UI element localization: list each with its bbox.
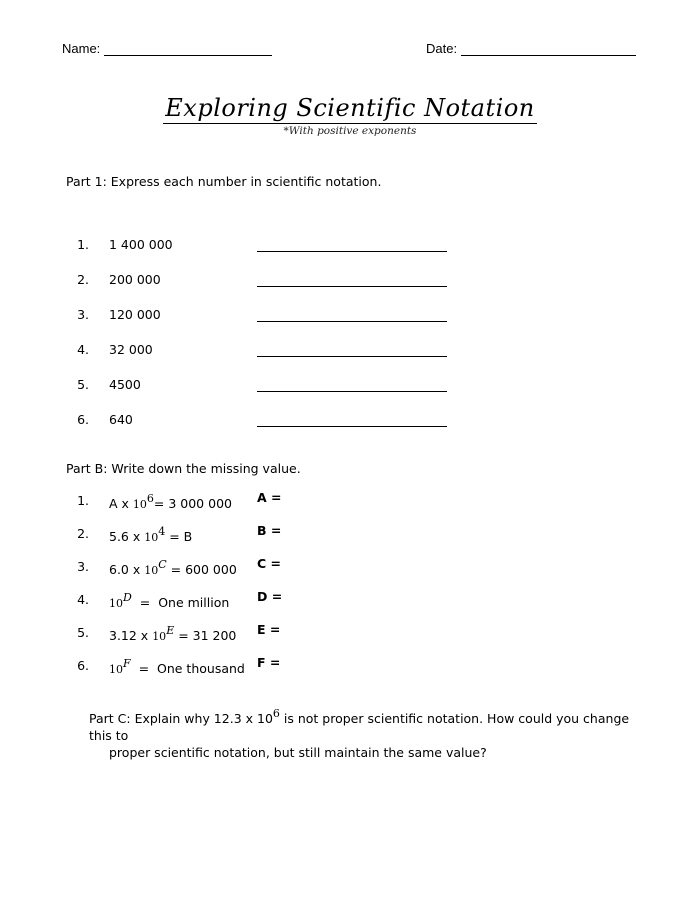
partB-answer-label[interactable]: C = xyxy=(257,556,281,571)
partB-expression xyxy=(109,625,236,643)
partB-answer-label[interactable]: D = xyxy=(257,589,283,604)
partC-text-a: Part C: Explain why 12.3 x 10 xyxy=(89,711,273,727)
partC-exponent: 6 xyxy=(272,707,280,720)
expression-exponent: F xyxy=(123,657,131,670)
part1-item-number: 4. xyxy=(77,342,89,357)
partB-item-number: 4. xyxy=(77,592,89,607)
partB-item-number: 5. xyxy=(77,625,89,640)
part1-answer-line[interactable] xyxy=(257,250,447,252)
part1-answer-line[interactable] xyxy=(257,285,447,287)
expression-suffix: = 3 000 000 xyxy=(153,496,232,512)
expression-suffix: = One million xyxy=(131,595,230,611)
partB-item-number: 3. xyxy=(77,559,89,574)
expression-prefix: 6.0 x xyxy=(109,562,145,578)
part1-answer-line[interactable] xyxy=(257,390,447,392)
expression-suffix: = One thousand xyxy=(130,661,245,677)
expression-prefix: 3.12 x xyxy=(109,628,153,644)
expression-exponent: E xyxy=(166,624,175,637)
partB-expression xyxy=(109,658,245,676)
partB-answer-label[interactable]: E = xyxy=(257,622,281,637)
expression-base: 10 xyxy=(152,630,167,644)
name-blank[interactable] xyxy=(104,42,272,56)
expression-suffix: = 600 000 xyxy=(166,562,237,578)
name-label: Name: xyxy=(62,41,101,56)
partB-expression xyxy=(109,526,192,544)
part1-answer-line[interactable] xyxy=(257,320,447,322)
expression-exponent: 4 xyxy=(158,525,166,538)
part1-item-value: 32 000 xyxy=(109,342,153,357)
partB-item-number: 1. xyxy=(77,493,89,508)
date-blank[interactable] xyxy=(461,42,636,56)
expression-exponent: D xyxy=(123,591,132,604)
part1-item-value: 120 000 xyxy=(109,307,161,322)
part1-answer-line[interactable] xyxy=(257,355,447,357)
partC-question xyxy=(89,706,649,761)
worksheet-title xyxy=(0,94,700,122)
date-field[interactable] xyxy=(426,41,636,56)
expression-base: 10 xyxy=(109,663,123,677)
expression-suffix: = 31 200 xyxy=(174,628,237,644)
expression-exponent: 6 xyxy=(146,492,154,505)
partB-answer-label[interactable]: B = xyxy=(257,523,282,538)
partB-expression xyxy=(109,592,229,610)
title-text: Exploring Scientific Notation xyxy=(165,94,535,122)
part1-item-value: 1 400 000 xyxy=(109,237,173,252)
partB-heading: Part B: Write down the missing value. xyxy=(66,461,301,476)
expression-base: 10 xyxy=(144,531,159,545)
part1-item-number: 6. xyxy=(77,412,89,427)
partB-item-number: 2. xyxy=(77,526,89,541)
partB-expression xyxy=(109,559,237,577)
expression-exponent: C xyxy=(158,558,167,571)
expression-prefix: A x xyxy=(109,496,133,512)
partC-text-b: is not proper scientific notation. How could you change this to xyxy=(89,711,630,744)
expression-base: 10 xyxy=(109,597,123,611)
part1-item-number: 5. xyxy=(77,377,89,392)
partC-text-line2: proper scientific notation, but still maintain the same value? xyxy=(109,745,487,761)
expression-base: 10 xyxy=(132,498,147,512)
expression-base: 10 xyxy=(144,564,159,578)
part1-item-number: 3. xyxy=(77,307,89,322)
name-field[interactable] xyxy=(62,41,272,56)
part1-answer-line[interactable] xyxy=(257,425,447,427)
expression-suffix: = B xyxy=(165,529,193,545)
partB-expression xyxy=(109,493,232,511)
part1-item-value: 640 xyxy=(109,412,133,427)
date-label: Date: xyxy=(426,41,458,56)
part1-item-value: 4500 xyxy=(109,377,141,392)
expression-prefix: 5.6 x xyxy=(109,529,145,545)
part1-item-value: 200 000 xyxy=(109,272,161,287)
partB-answer-label[interactable]: A = xyxy=(257,490,282,505)
subtitle: *With positive exponents xyxy=(283,125,417,137)
partB-answer-label[interactable]: F = xyxy=(257,655,281,670)
part1-item-number: 2. xyxy=(77,272,89,287)
partB-item-number: 6. xyxy=(77,658,89,673)
part1-heading: Part 1: Express each number in scientific notation. xyxy=(66,174,382,189)
part1-item-number: 1. xyxy=(77,237,89,252)
